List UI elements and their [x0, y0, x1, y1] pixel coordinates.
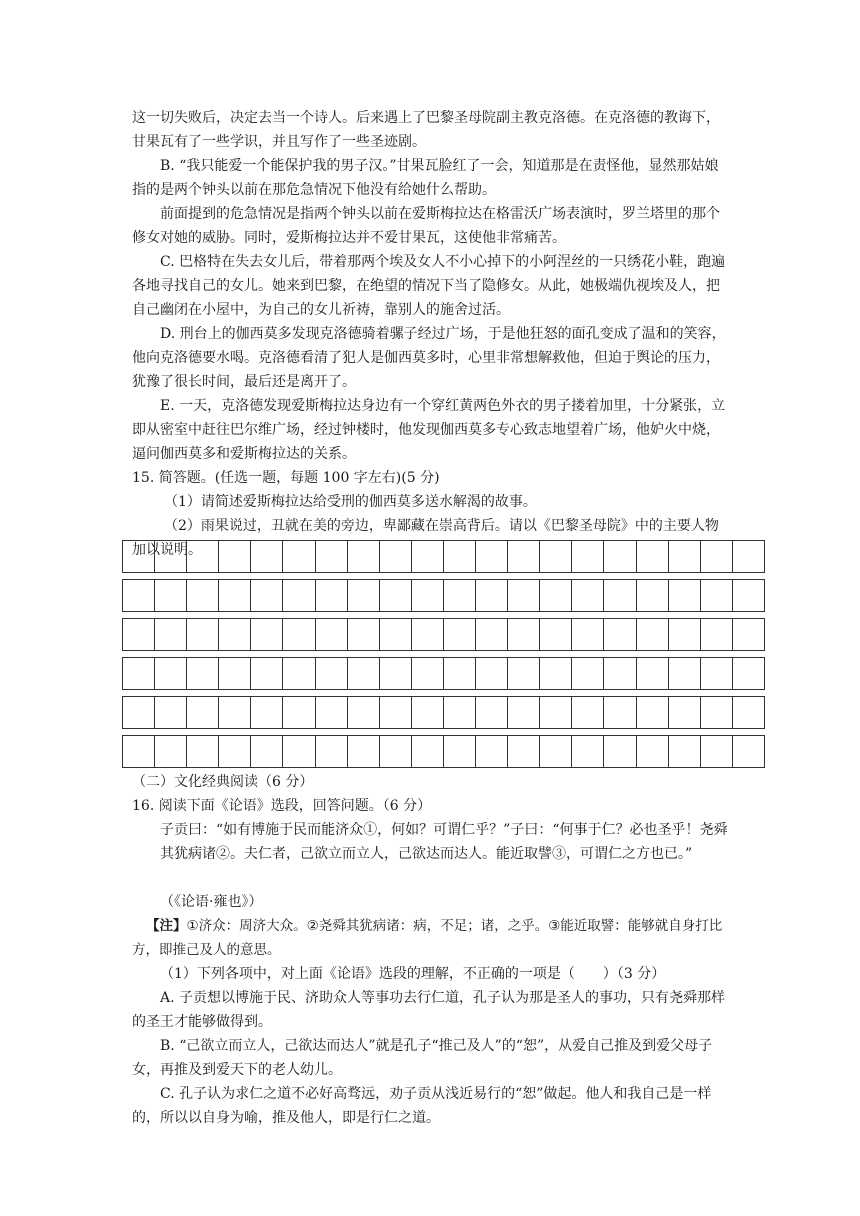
- option-d: D. 刑台上的伽西莫多发现克洛德骑着骡子经过广场，于是他狂怒的面孔变成了温和的笑容，他向克洛德要水喝。克洛德看清了犯人是伽西莫多时，心里非常想解救他，但迫于舆论的压力，犹豫了很长时间，最后还是离开了。: [132, 326, 726, 390]
- analects-note: [132, 914, 732, 962]
- answer-grid-row[interactable]: [122, 618, 765, 651]
- answer-grid-row[interactable]: [122, 657, 765, 690]
- option-b-continued: 前面提到的危急情况是指两个钟头以前在爱斯梅拉达在格雷沃广场表演时，罗兰塔里的那个修女对她的威胁。同时，爱斯梅拉达并不爱甘果瓦，这使他非常痛苦。: [132, 206, 720, 246]
- analects-passage: 子贡曰：“如有博施于民而能济众①，何如？可谓仁乎？”子曰：“何事于仁？必也圣乎！尧舜其犹病诸②。夫仁者，己欲立而立人，己欲达而达人。能近取譬③，可谓仁之方也已。”: [160, 822, 728, 862]
- option-16-a: A. 子贡想以博施于民、济助众人等事功去行仁道，孔子认为那是圣人的事功，只有尧舜那样的圣王才能够做得到。: [132, 990, 726, 1030]
- section-heading-classics: （二）文化经典阅读（6 分）: [132, 774, 314, 790]
- option-e: E. 一天，克洛德发现爱斯梅拉达身边有一个穿红黄两色外衣的男子搂着加里，十分紧张，立即从密室中赶往巴尔维广场，经过钟楼时，他发现伽西莫多专心致志地望着广场，他妒火中烧，逼问伽西莫多和爱斯梅拉达的关系。: [132, 398, 726, 462]
- note-label: 【注】: [146, 918, 187, 934]
- paragraph-gangoua-learning: 这一切失败后，决定去当一个诗人。后来遇上了巴黎圣母院副主教克洛德。在克洛德的教诲下，甘果瓦有了一些学识，并且写作了一些圣迹剧。: [132, 110, 720, 150]
- note-text: ①济众：周济大众。②尧舜其犹病诸：病，不足；诸，之乎。③能近取譬：能够就自身打比方，即推己及人的意思。: [132, 918, 723, 958]
- answer-grid-row[interactable]: [122, 735, 765, 768]
- option-c: C. 巴格特在失去女儿后，带着那两个埃及女人不小心掉下的小阿涅丝的一只绣花小鞋，跑遍各地寻找自己的女儿。她来到巴黎，在绝望的情况下当了隐修女。从此，她极端仇视埃及人，把自己幽闭在小屋中，为自己的女儿祈祷，靠别人的施舍过活。: [132, 254, 726, 318]
- answer-grid-row[interactable]: [122, 579, 765, 612]
- answer-grid-row[interactable]: [122, 540, 765, 573]
- option-16-c: C. 孔子认为求仁之道不必好高骛远，劝子贡从浅近易行的“恕”做起。他人和我自己是一样的，所以以自身为喻，推及他人，即是行仁之道。: [132, 1086, 712, 1126]
- question-15-item-1: （1）请简述爱斯梅拉达给受刑的伽西莫多送水解渴的故事。: [164, 494, 537, 510]
- analects-source: （《论语·雍也》）: [160, 894, 263, 910]
- answer-grid-row[interactable]: [122, 696, 765, 729]
- question-15-item-2: （2）雨果说过，丑就在美的旁边，卑鄙藏在崇高背后。请以《巴黎圣母院》中的主要人物加以说明。: [132, 518, 719, 558]
- option-b: B. “我只能爱一个能保护我的男子汉。”甘果瓦脸红了一会，知道那是在责怪他，显然那姑娘指的是两个钟头以前在那危急情况下他没有给她什么帮助。: [132, 158, 719, 198]
- question-16-item-1: （1）下列各项中，对上面《论语》选段的理解，不正确的一项是（ ）（3 分）: [160, 966, 666, 982]
- question-15: 15. 简答题。(任选一题，每题 100 字左右)(5 分): [132, 470, 440, 486]
- option-16-b: B. “己欲立而立人，己欲达而达人”就是孔子“推己及人”的“恕”，从爱自己推及到爱父母子女，再推及到爱天下的老人幼儿。: [132, 1038, 713, 1078]
- question-16: 16. 阅读下面《论语》选段，回答问题。（6 分）: [132, 798, 432, 814]
